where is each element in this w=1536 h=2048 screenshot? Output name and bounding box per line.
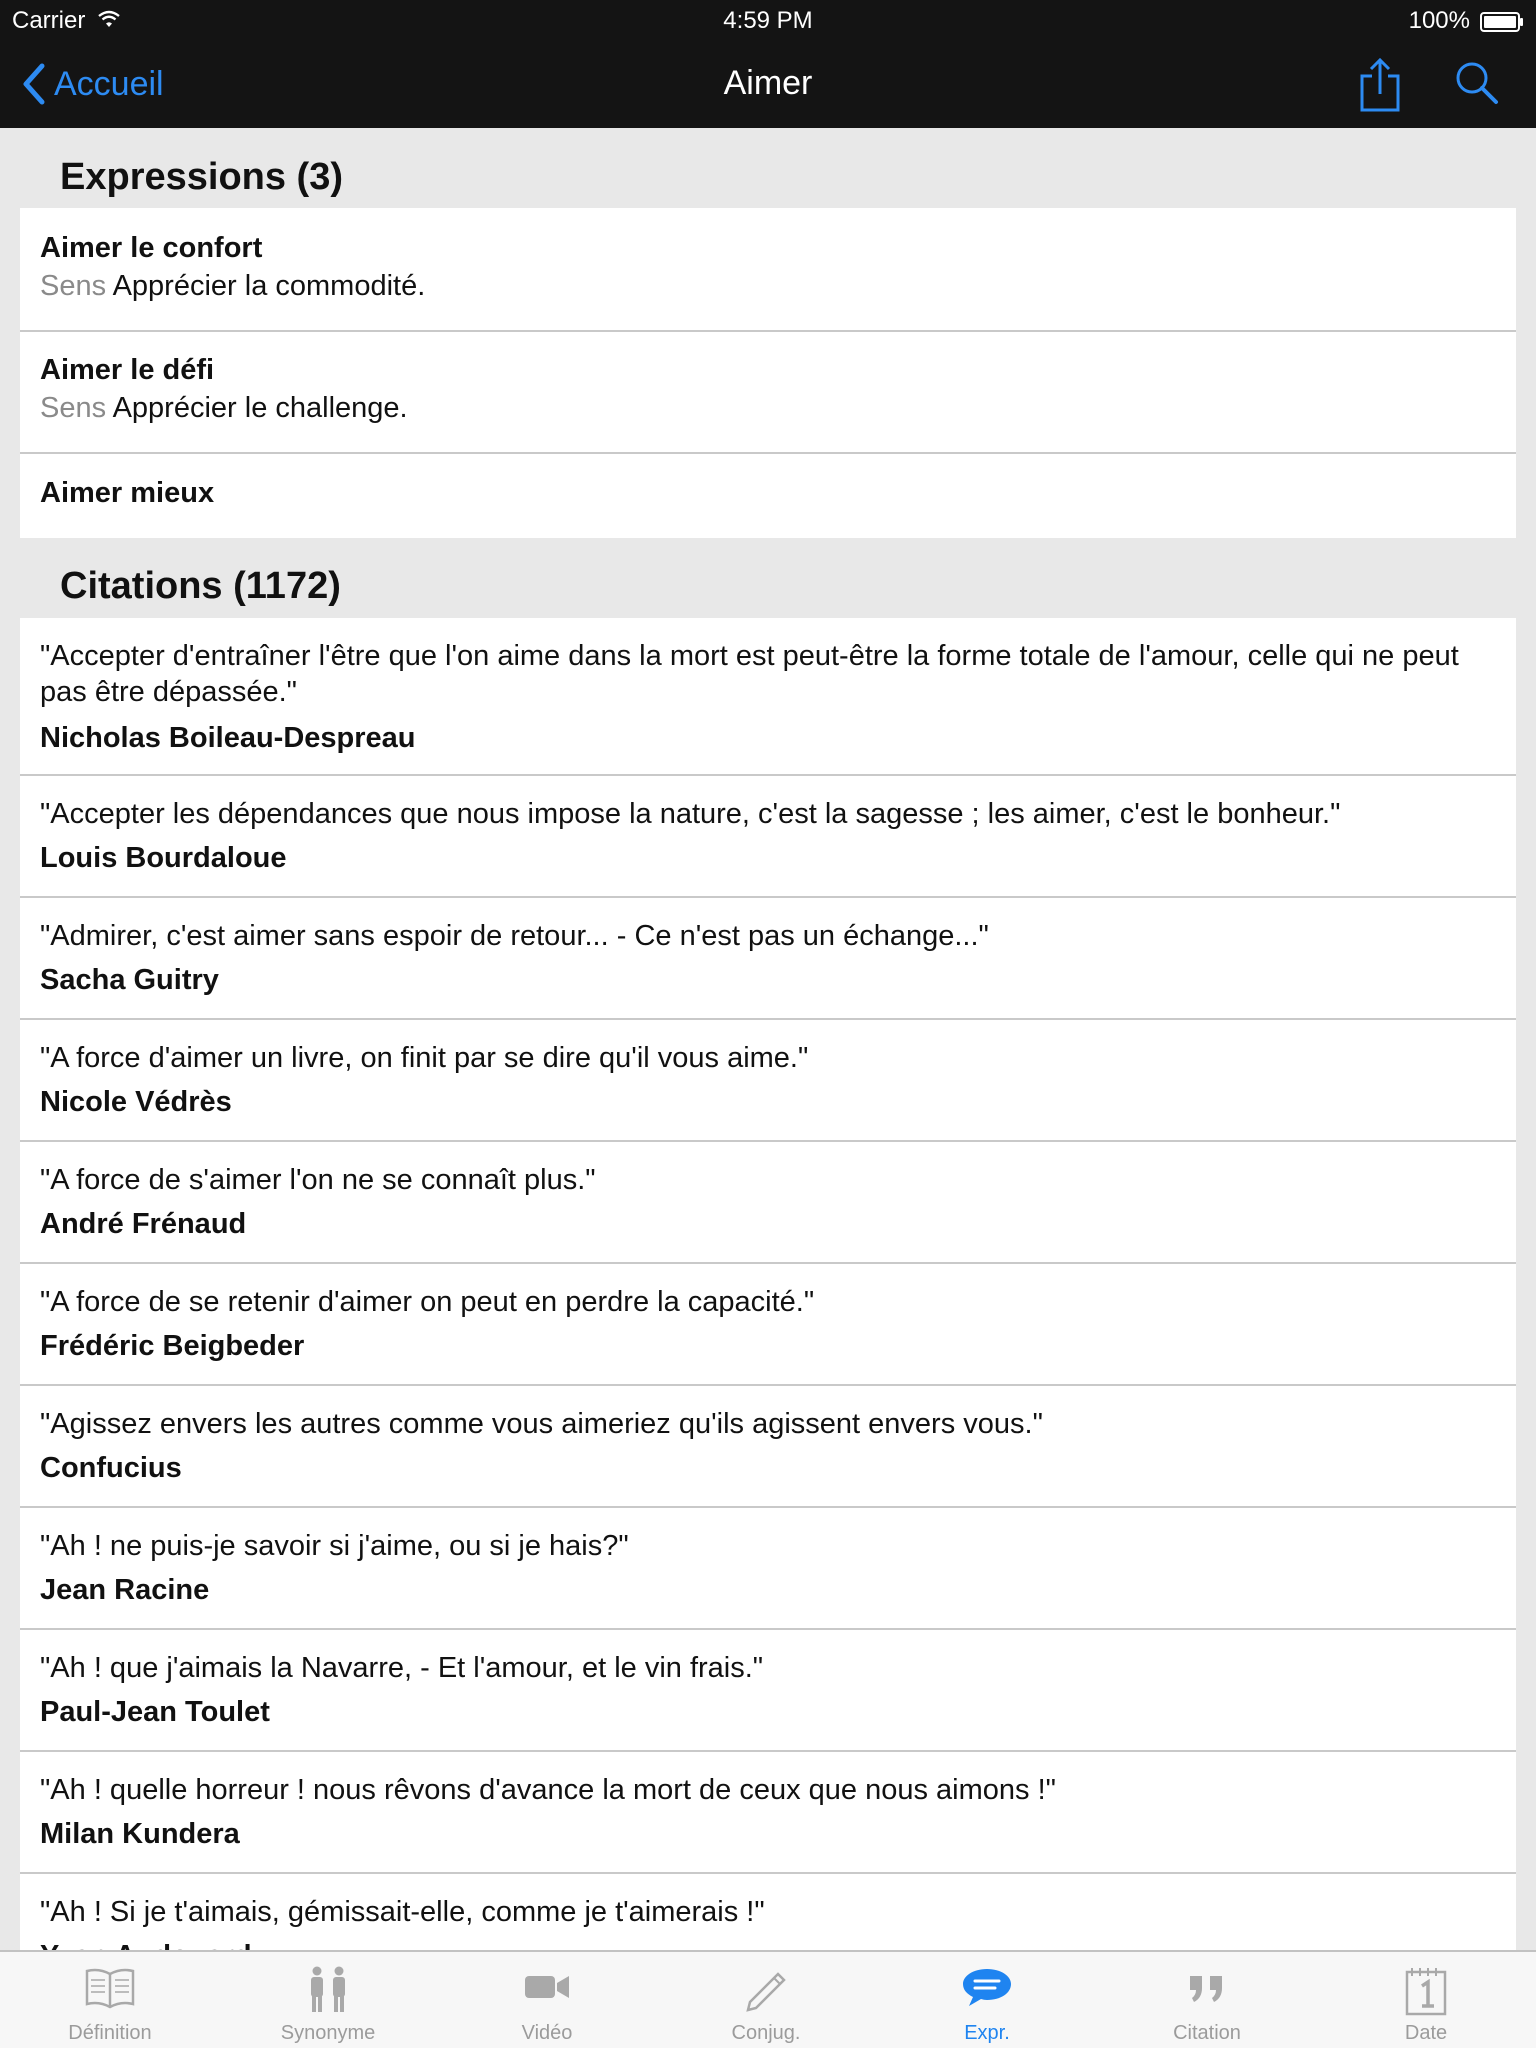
navigation-header (0, 0, 1536, 128)
tab-label: Synonyme (280, 2022, 376, 2044)
citation-item[interactable] (20, 1142, 1516, 1264)
tab-video[interactable] (437, 1952, 657, 2048)
carrier-label: Carrier (12, 7, 86, 34)
tab-label: Citation (1173, 2022, 1241, 2044)
battery-icon (1480, 11, 1524, 31)
citation-quote: "A force de s'aimer l'on ne se connaît plus." (40, 1164, 596, 1196)
citation-author: Nicholas Boileau-Despreau (40, 722, 416, 754)
calendar-icon (1316, 1966, 1536, 2016)
citation-item[interactable] (20, 1508, 1516, 1630)
citation-author: Milan Kundera (40, 1818, 240, 1850)
citation-item[interactable] (20, 1020, 1516, 1142)
tab-label: Date (1404, 2022, 1448, 2044)
page-title: Aimer (723, 64, 813, 102)
citation-author: Sacha Guitry (40, 964, 219, 996)
citation-item[interactable] (20, 1264, 1516, 1386)
tab-synonyme[interactable] (218, 1952, 438, 2048)
citation-quote: "Ah ! Si je t'aimais, gémissait-elle, comme je t'aimerais !" (40, 1896, 765, 1928)
citation-author: Nicole Védrès (40, 1086, 232, 1118)
video-camera-icon (437, 1966, 657, 2016)
expressions-section-title: Expressions (3) (60, 156, 343, 198)
citation-quote: "A force d'aimer un livre, on finit par se dire qu'il vous aime." (40, 1042, 809, 1074)
citation-quote: "Agissez envers les autres comme vous aimeriez qu'ils agissent envers vous." (40, 1408, 1043, 1440)
sense-label: Sens (40, 270, 107, 302)
sense-text: Apprécier la commodité. (112, 270, 426, 302)
tab-date[interactable] (1316, 1952, 1536, 2048)
expression-title: Aimer mieux (40, 477, 215, 509)
search-icon (1454, 60, 1500, 106)
expression-item[interactable] (20, 454, 1516, 538)
citation-item[interactable] (20, 1386, 1516, 1508)
citation-quote: "Accepter les dépendances que nous impose la nature, c'est la sagesse ; les aimer, c'est le bonheur." (40, 798, 1341, 830)
expressions-list (20, 208, 1516, 538)
tab-citation[interactable] (1097, 1952, 1317, 2048)
citation-quote: "Ah ! ne puis-je savoir si j'aime, ou si je hais?" (40, 1530, 629, 1562)
citation-author: Jean Racine (40, 1574, 210, 1606)
share-button[interactable] (1358, 56, 1402, 112)
expression-item[interactable] (20, 208, 1516, 332)
tab-label: Expr. (964, 2022, 1010, 2044)
back-button-label: Accueil (54, 64, 164, 103)
status-time: 4:59 PM (723, 7, 813, 34)
expression-title: Aimer le défi (40, 354, 215, 386)
citation-author: Paul-Jean Toulet (40, 1696, 270, 1728)
battery-percentage: 100% (1408, 7, 1470, 34)
citation-quote: "Admirer, c'est aimer sans espoir de retour... - Ce n'est pas un échange..." (40, 920, 989, 952)
nav-bar (0, 40, 1536, 128)
quote-icon (1097, 1966, 1317, 2016)
citation-quote: "A force de se retenir d'aimer on peut en perdre la capacité." (40, 1286, 815, 1318)
citation-author: Louis Bourdaloue (40, 842, 287, 874)
citation-author: André Frénaud (40, 1208, 247, 1240)
citation-item[interactable] (20, 618, 1516, 776)
citations-list (20, 618, 1516, 1950)
citation-author: Frédéric Beigbeder (40, 1330, 305, 1362)
citation-item[interactable] (20, 1752, 1516, 1874)
share-icon (1358, 56, 1402, 112)
citation-item[interactable] (20, 1630, 1516, 1752)
citations-section-title: Citations (1172) (60, 565, 341, 607)
citation-quote: "Ah ! que j'aimais la Navarre, - Et l'amour, et le vin frais." (40, 1652, 764, 1684)
sense-text: Apprécier le challenge. (112, 392, 408, 424)
search-button[interactable] (1454, 60, 1500, 106)
citation-item[interactable] (20, 898, 1516, 1020)
expression-item[interactable] (20, 332, 1516, 454)
tab-definition[interactable] (0, 1952, 220, 2048)
expression-sense (40, 392, 408, 425)
citation-item[interactable] (20, 776, 1516, 898)
citation-author: Confucius (40, 1452, 182, 1484)
tab-conjug[interactable] (656, 1952, 876, 2048)
status-bar (0, 0, 1536, 40)
tab-expressions[interactable] (877, 1952, 1097, 2048)
expression-title: Aimer le confort (40, 232, 263, 264)
expression-sense (40, 270, 425, 303)
people-icon (218, 1966, 438, 2016)
tab-label: Conjug. (731, 2022, 801, 2044)
book-icon (0, 1966, 220, 2016)
citation-quote: "Accepter d'entraîner l'être que l'on aime dans la mort est peut-être la forme totale de l'amour, celle qui ne peut pas être dépassée." (40, 640, 1459, 708)
tab-label: Vidéo (521, 2022, 573, 2044)
sense-label: Sens (40, 392, 107, 424)
speech-bubble-icon (877, 1966, 1097, 2016)
tab-label: Définition (68, 2022, 152, 2044)
pencil-icon (656, 1966, 876, 2016)
citation-quote: "Ah ! quelle horreur ! nous rêvons d'avance la mort de ceux que nous aimons !" (40, 1774, 1056, 1806)
tab-bar (0, 1950, 1536, 2048)
